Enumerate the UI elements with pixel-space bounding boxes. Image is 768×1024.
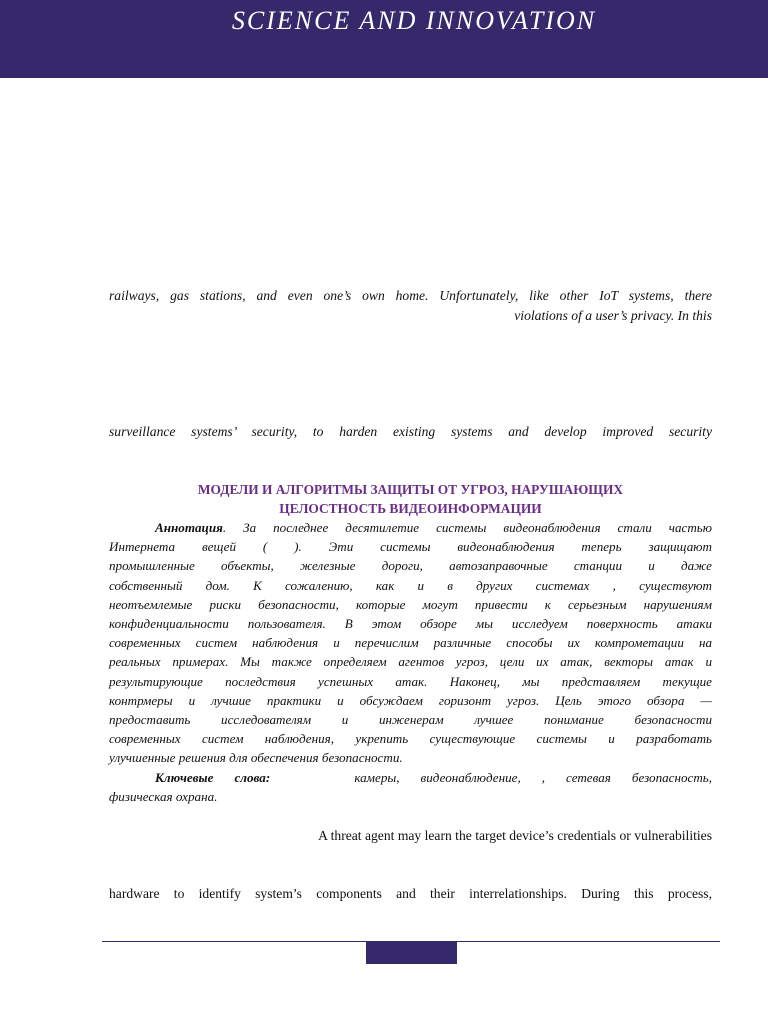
keywords-label: Ключевые слова: bbox=[155, 769, 271, 785]
journal-title: SCIENCE AND INNOVATION bbox=[231, 6, 597, 35]
abstract-line-1: . За последнее десятилетие системы видеонаблюдения стали частью bbox=[222, 520, 712, 535]
english-fragment-line-2: violations of a user’s privacy. In this bbox=[514, 308, 712, 323]
abstract-line-13: улучшенные решения для обеспечения безопасности. bbox=[109, 750, 403, 766]
article-title-line-2: ЦЕЛОСТНОСТЬ ВИДЕОИНФОРМАЦИИ bbox=[279, 501, 542, 516]
abstract-line-5: неотъемлемые риски безопасности, которые могут привести к серьезным нарушениям bbox=[109, 596, 712, 612]
english-fragment-line-3: surveillance systems’ security, to harden existing systems and develop improved security bbox=[109, 424, 712, 439]
abstract-line-7: современных систем наблюдения и перечислим различные способы их компрометации на bbox=[109, 635, 712, 651]
article-title-ru bbox=[109, 480, 712, 518]
body-line-2: hardware to identify system’s components and their interrelationships. During this process, bbox=[109, 886, 712, 901]
abstract-line-6: конфиденциальности пользователя. В этом обзоре мы исследуем поверхность атаки bbox=[109, 616, 712, 632]
abstract-line-11: предоставить исследователям и инженерам лучшее понимание безопасности bbox=[109, 712, 712, 728]
abstract-line-8: реальных примерах. Мы также определяем агентов угроз, цели их атак, векторы атак и bbox=[109, 654, 712, 670]
body-line-1: A threat agent may learn the target device’s credentials or vulnerabilities bbox=[318, 828, 712, 843]
abstract-line-3: промышленные объекты, железные дороги, автозаправочные станции и даже bbox=[109, 558, 712, 574]
abstract-label: Аннотация bbox=[155, 520, 223, 535]
abstract-line-12: современных систем наблюдения, укрепить существующие системы и разработать bbox=[109, 731, 712, 747]
page-number-box bbox=[366, 942, 457, 964]
article-title-line-1: МОДЕЛИ И АЛГОРИТМЫ ЗАЩИТЫ ОТ УГРОЗ, НАРУШАЮЩИХ bbox=[197, 482, 624, 497]
abstract-line-2: Интернета вещей ( ). Эти системы видеонаблюдения теперь защищают bbox=[109, 539, 712, 555]
abstract-line-9: результирующие последствия успешных атак. Наконец, мы представляем текущие bbox=[109, 673, 712, 689]
english-fragment-line-1: railways, gas stations, and even one’s own home. Unfortunately, like other IoT systems, there bbox=[109, 288, 712, 303]
keywords-line bbox=[109, 768, 712, 787]
keywords-line-2: физическая охрана. bbox=[109, 788, 218, 804]
abstract-line-10: контрмеры и лучшие практики и обсуждаем горизонт угроз. Цель этого обзора — bbox=[109, 692, 712, 708]
abstract-line-4: собственный дом. К сожалению, как и в других системах , существуют bbox=[109, 577, 712, 593]
abstract-ru bbox=[109, 518, 712, 806]
keywords-text: камеры, видеонаблюдение, , сетевая безопасность, bbox=[354, 769, 713, 785]
abstract-line bbox=[109, 518, 712, 537]
